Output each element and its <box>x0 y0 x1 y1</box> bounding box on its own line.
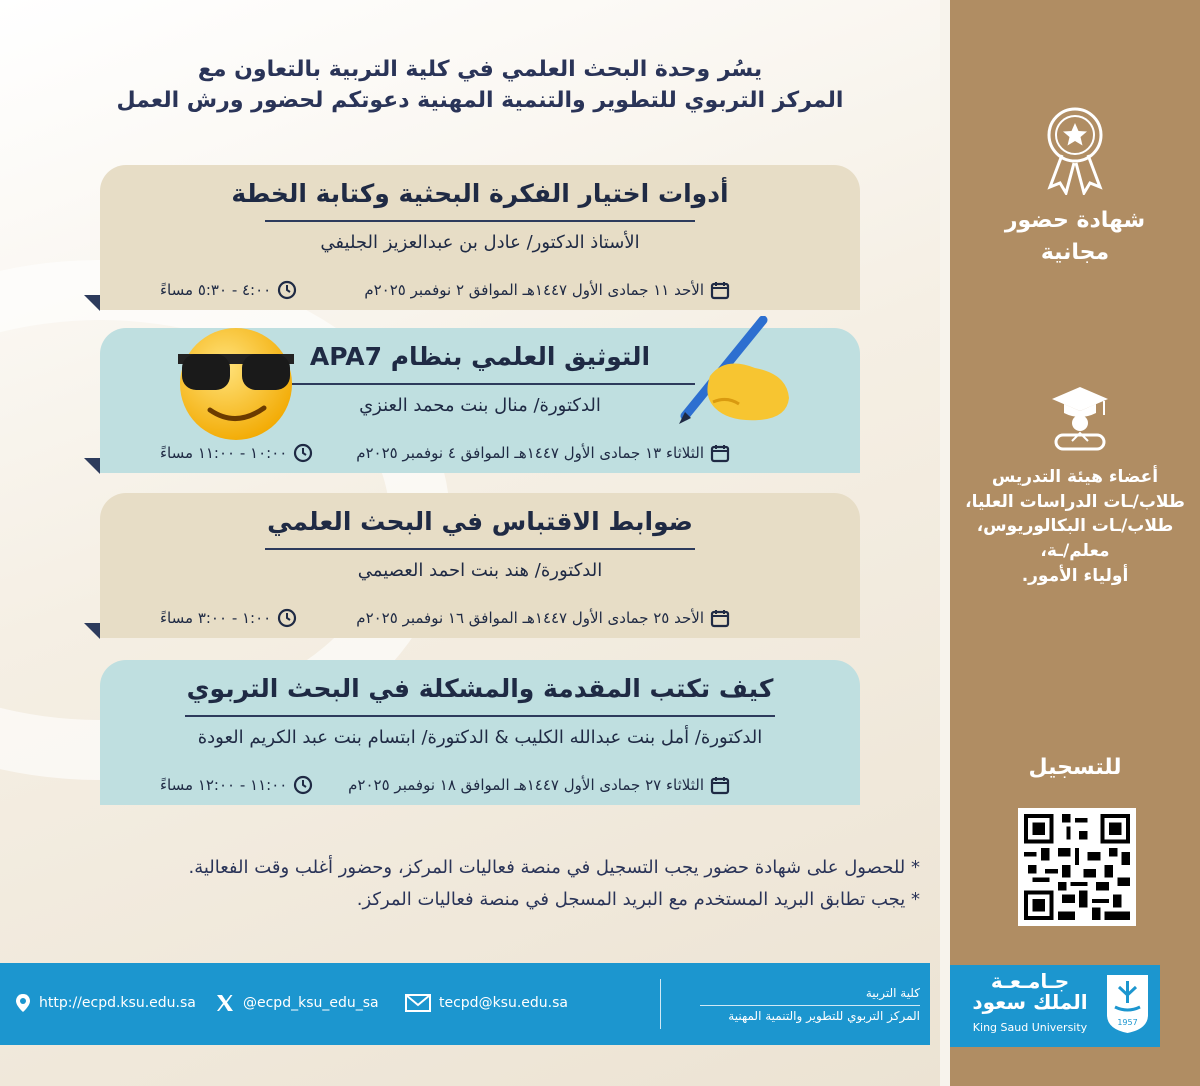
twitter-handle: @ecpd_ksu_edu_sa <box>243 995 379 1011</box>
workshop-speaker: الأستاذ الدكتور/ عادل بن عبدالعزيز الجليفي <box>320 232 640 253</box>
location-pin-icon <box>15 993 31 1013</box>
ribbon-fold-left <box>84 623 100 639</box>
workshop-date <box>348 775 730 795</box>
ribbon-fold-left <box>84 295 100 311</box>
calendar-icon <box>710 608 730 628</box>
workshop-speaker: الدكتورة/ أمل بنت عبدالله الكليب & الدكتورة/ ابتسام بنت عبد الكريم العودة <box>197 727 763 748</box>
workshop-time-text: ١:٠٠ - ٣:٠٠ مساءً <box>160 609 272 627</box>
ksu-emblem-icon <box>1105 973 1150 1035</box>
university-name-ar-line-2: الملك سعود <box>972 990 1088 1014</box>
workshop-time <box>160 608 297 628</box>
audience-item: أولياء الأمور. <box>1021 565 1129 586</box>
university-name-ar <box>960 971 1100 1013</box>
workshop-title: أدوات اختيار الفكرة البحثية وكتابة الخطة <box>231 179 729 208</box>
audience-item: طلاب/ـات الدراسات العليا، <box>965 491 1185 512</box>
intro-text <box>80 55 880 117</box>
register-label: للتسجيل <box>1028 755 1122 780</box>
website-link[interactable] <box>15 993 196 1013</box>
intro-line-1: يسُر وحدة البحث العلمي في كلية التربية بالتعاون مع <box>197 57 763 82</box>
certificate-line-2: مجانية <box>1040 239 1110 265</box>
workshop-date <box>356 608 730 628</box>
audience-item: معلم/ـة، <box>1040 540 1110 561</box>
notes <box>110 855 920 919</box>
workshop-title: ضوابط الاقتباس في البحث العلمي <box>267 507 693 536</box>
sunglasses-emoji-icon <box>172 324 300 442</box>
workshop-speaker: الدكتورة/ هند بنت احمد العصيمي <box>357 560 603 581</box>
footer-bar <box>0 963 930 1045</box>
workshop-speaker: الدكتورة/ منال بنت محمد العنزي <box>359 395 601 416</box>
registration-qr-code[interactable] <box>1018 808 1136 926</box>
college-name: كلية التربية <box>865 986 920 1000</box>
workshop-card-4 <box>100 660 860 805</box>
audience-item: طلاب/ـات البكالوريوس، <box>976 516 1174 537</box>
free-certificate <box>950 205 1200 269</box>
audience-item: أعضاء هيئة التدريس <box>991 467 1159 487</box>
workshop-title: كيف تكتب المقدمة والمشكلة في البحث التربوي <box>186 674 774 703</box>
ribbon-fold-left <box>84 458 100 474</box>
footer-divider <box>660 979 661 1029</box>
workshop-card-1 <box>100 165 860 310</box>
calendar-icon <box>710 280 730 300</box>
title-divider <box>265 220 695 222</box>
twitter-link[interactable] <box>215 993 379 1013</box>
university-logo <box>950 965 1160 1047</box>
title-divider <box>265 548 695 550</box>
center-name: المركز التربوي للتطوير والتنمية المهنية <box>728 1008 920 1023</box>
note-item: * يجب تطابق البريد المستخدم مع البريد المسجل في منصة فعاليات المركز. <box>356 889 920 911</box>
intro-line-2: المركز التربوي للتطوير والتنمية المهنية دعوتكم لحضور ورش العمل <box>116 87 844 113</box>
clock-icon <box>277 280 297 300</box>
workshop-date-text: الثلاثاء ١٣ جمادى الأول ١٤٤٧هـ الموافق ٤ نوفمبر ٢٠٢٥م <box>356 444 704 462</box>
clock-icon <box>277 608 297 628</box>
graduation-icon <box>1050 385 1110 455</box>
workshop-time <box>160 443 313 463</box>
medal-icon <box>1040 105 1110 195</box>
clock-icon <box>293 443 313 463</box>
ribbon-fold-right <box>860 623 876 639</box>
workshop-date-text: الثلاثاء ٢٧ جمادى الأول ١٤٤٧هـ الموافق ١٨ نوفمبر ٢٠٢٥م <box>348 776 704 794</box>
university-year: 1957 <box>1117 1018 1138 1027</box>
workshop-date <box>364 280 730 300</box>
calendar-icon <box>710 775 730 795</box>
workshop-time <box>160 775 313 795</box>
university-name-ar-line-1: جـامـعـة <box>990 969 1070 993</box>
workshop-time-text: ١١:٠٠ - ١٢:٠٠ مساءً <box>160 776 288 794</box>
mail-icon <box>405 993 431 1013</box>
clock-icon <box>293 775 313 795</box>
workshop-date-text: الأحد ٢٥ جمادى الأول ١٤٤٧هـ الموافق ١٦ نوفمبر ٢٠٢٥م <box>356 609 704 627</box>
x-twitter-icon <box>215 993 235 1013</box>
email-text: tecpd@ksu.edu.sa <box>439 995 568 1011</box>
workshop-time-text: ١٠:٠٠ - ١١:٠٠ مساءً <box>160 444 288 462</box>
ribbon-fold-right <box>860 458 876 474</box>
workshop-time-text: ٤:٠٠ - ٥:٣٠ مساءً <box>160 281 272 299</box>
website-text: http://ecpd.ksu.edu.sa <box>39 995 196 1011</box>
email-link[interactable] <box>405 993 568 1013</box>
qr-code-icon <box>1024 814 1130 920</box>
target-audience <box>950 465 1200 588</box>
workshop-card-3 <box>100 493 860 638</box>
workshop-time <box>160 280 297 300</box>
title-divider <box>265 383 695 385</box>
certificate-line-1: شهادة حضور <box>1004 208 1146 233</box>
calendar-icon <box>710 443 730 463</box>
ribbon-fold-right <box>860 295 876 311</box>
workshop-date <box>356 443 730 463</box>
side-panel <box>950 0 1200 1086</box>
title-divider <box>185 715 775 717</box>
workshop-card-2 <box>100 328 860 473</box>
university-name-en: King Saud University <box>972 1021 1088 1034</box>
workshop-date-text: الأحد ١١ جمادى الأول ١٤٤٧هـ الموافق ٢ نوفمبر ٢٠٢٥م <box>364 281 704 299</box>
college-info <box>670 983 920 1027</box>
note-item: * للحصول على شهادة حضور يجب التسجيل في منصة فعاليات المركز، وحضور أغلب وقت الفعالية. <box>188 857 920 878</box>
workshop-title: التوثيق العلمي بنظام APA7 <box>309 342 651 371</box>
writing-hand-icon <box>675 316 800 428</box>
